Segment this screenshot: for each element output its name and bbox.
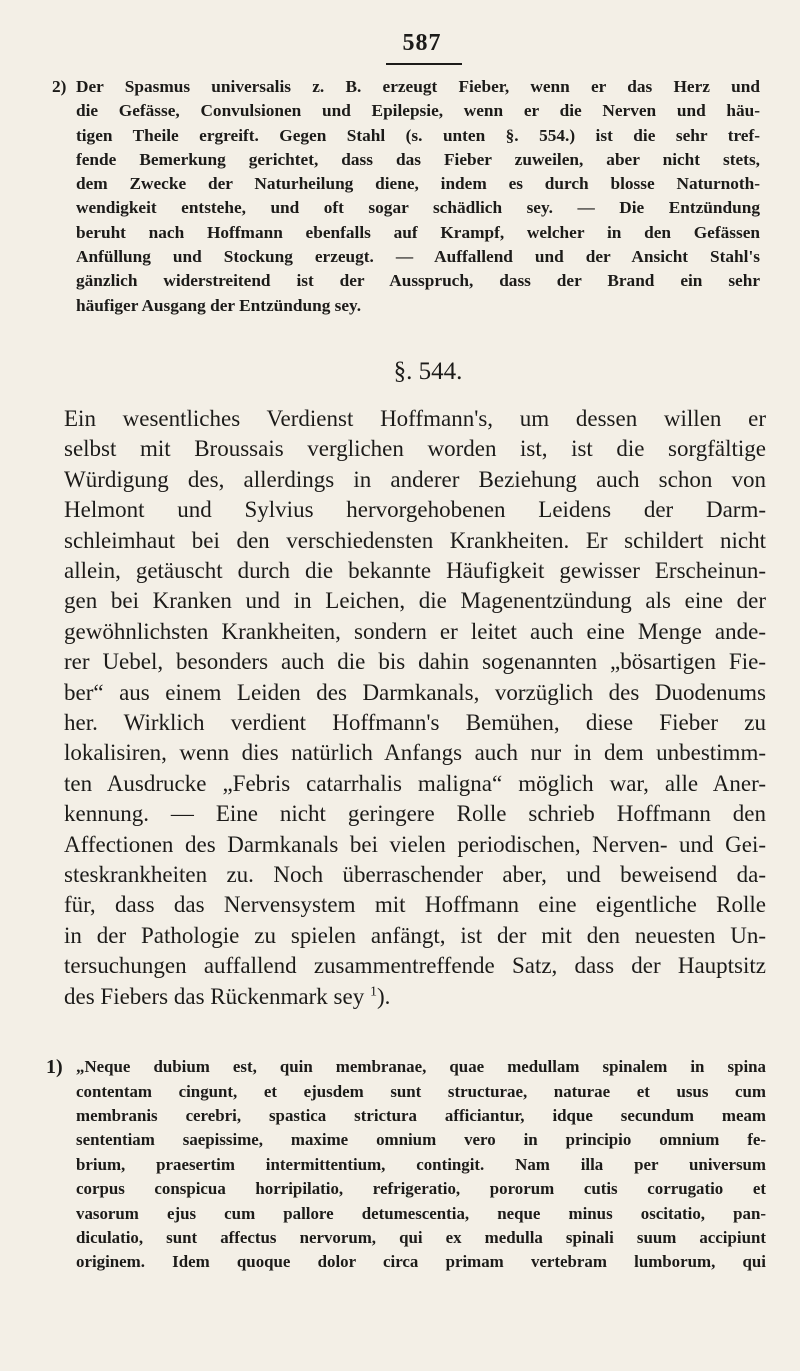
body-line-end: ). — [376, 983, 391, 1009]
footnote-line: corpus conspicua horripilatio, refrigeratio, pororum cutis corrugatio et — [76, 1179, 766, 1199]
footnote-marker: 1) — [46, 1056, 63, 1079]
body-line: schleimhaut bei den verschiedensten Krankheiten. Er schildert nicht — [64, 527, 766, 553]
footnote-reference: 1 — [369, 984, 377, 1000]
section-heading: §. 544. — [393, 357, 463, 385]
footnote-line: contentam cingunt, et ejusdem sunt structurae, naturae et usus cum — [76, 1081, 766, 1101]
note-line: die Gefässe, Convulsionen und Epilepsie, wenn er die Nerven und häu- — [76, 101, 760, 121]
note-line: dem Zwecke der Naturheilung diene, indem es durch blosse Naturnoth- — [76, 174, 760, 194]
footnote-line: diculatio, sunt affectus nervorum, qui ex medulla spinali suum accipiunt — [76, 1227, 766, 1247]
body-line-text: des Fiebers das Rückenmark sey — [64, 983, 365, 1009]
body-line: in der Pathologie zu spielen anfängt, ist der mit den neuesten Un- — [64, 922, 766, 948]
body-line: tersuchungen auffallend zusammentreffende Satz, dass der Hauptsitz — [64, 953, 766, 979]
body-line: Helmont und Sylvius hervorgehobenen Leidens der Darm- — [64, 497, 766, 523]
body-line: gen bei Kranken und in Leichen, die Magenentzündung als eine der — [64, 588, 766, 614]
body-line-last — [64, 982, 766, 1012]
footnote-line: brium, praesertim intermittentium, contingit. Nam illa per universum — [76, 1154, 766, 1174]
header-rule — [386, 63, 462, 65]
note-line: gänzlich widerstreitend ist der Ausspruch, dass der Brand ein sehr — [76, 271, 760, 291]
body-line: lokalisiren, wenn dies natürlich Anfangs auch nur in dem unbestimm- — [64, 740, 766, 766]
note-line: tigen Theile ergreift. Gegen Stahl (s. unten §. 554.) ist die sehr tref- — [76, 125, 760, 145]
footnote — [46, 1055, 766, 1275]
footnote-marker: 2) — [52, 77, 67, 96]
body-line: her. Wirklich verdient Hoffmann's Bemühen, diese Fieber zu — [64, 710, 766, 736]
note-line: wendigkeit entstehe, und oft sogar schädlich sey. — Die Entzündung — [76, 198, 760, 218]
note-line: Der Spasmus universalis z. B. erzeugt Fieber, wenn er das Herz und — [76, 77, 760, 96]
body-line: gewöhnlichsten Krankheiten, sondern er leitet auch eine Menge ande- — [64, 618, 766, 644]
body-line: rer Uebel, besonders auch die bis dahin sogenannten „bösartigen Fie- — [64, 649, 766, 675]
note-line: beruht nach Hoffmann ebenfalls auf Krampf, welcher in den Gefässen — [76, 222, 760, 242]
body-line: Ein wesentliches Verdienst Hoffmann's, um dessen willen er — [64, 405, 766, 431]
footnote-line: membranis cerebri, spastica strictura afficiantur, idque secundum meam — [76, 1105, 766, 1125]
body-line: steskrankheiten zu. Noch überraschender aber, und beweisend da- — [64, 862, 766, 888]
body-line: für, dass das Nervensystem mit Hoffmann eine eigentliche Rolle — [64, 892, 766, 918]
body-text — [64, 404, 766, 1012]
note-line: häufiger Ausgang der Entzündung sey. — [76, 295, 362, 315]
footnote-line: sententiam saepissime, maxime omnium vero in principio omnium fe- — [76, 1130, 766, 1150]
body-line: kennung. — Eine nicht geringere Rolle schrieb Hoffmann den — [64, 801, 766, 827]
body-line: Affectionen des Darmkanals bei vielen periodischen, Nerven- und Gei- — [64, 831, 766, 857]
top-footnote-continuation — [52, 75, 760, 318]
note-line: fende Bemerkung gerichtet, dass das Fieber zuweilen, aber nicht stets, — [76, 149, 760, 169]
note-line: Anfüllung und Stockung erzeugt. — Auffallend und der Ansicht Stahl's — [76, 247, 760, 267]
page-number: 587 — [402, 30, 442, 56]
footnote-line: originem. Idem quoque dolor circa primam vertebram lumborum, qui — [76, 1252, 766, 1272]
footnote-line: vasorum ejus cum pallore detumescentia, neque minus oscitatio, pan- — [76, 1203, 766, 1223]
body-line: selbst mit Broussais verglichen worden ist, ist die sorgfältige — [64, 436, 766, 462]
body-line: Würdigung des, allerdings in anderer Beziehung auch schon von — [64, 466, 766, 492]
footnote-line: „Neque dubium est, quin membranae, quae medullam spinalem in spina — [76, 1057, 766, 1077]
body-line: ber“ aus einem Leiden des Darmkanals, vorzüglich des Duodenums — [64, 679, 766, 705]
body-line: allein, getäuscht durch die bekannte Häufigkeit gewisser Erscheinun- — [64, 558, 766, 583]
body-line: ten Ausdrucke „Febris catarrhalis maligna“ möglich war, alle Aner- — [64, 770, 766, 796]
